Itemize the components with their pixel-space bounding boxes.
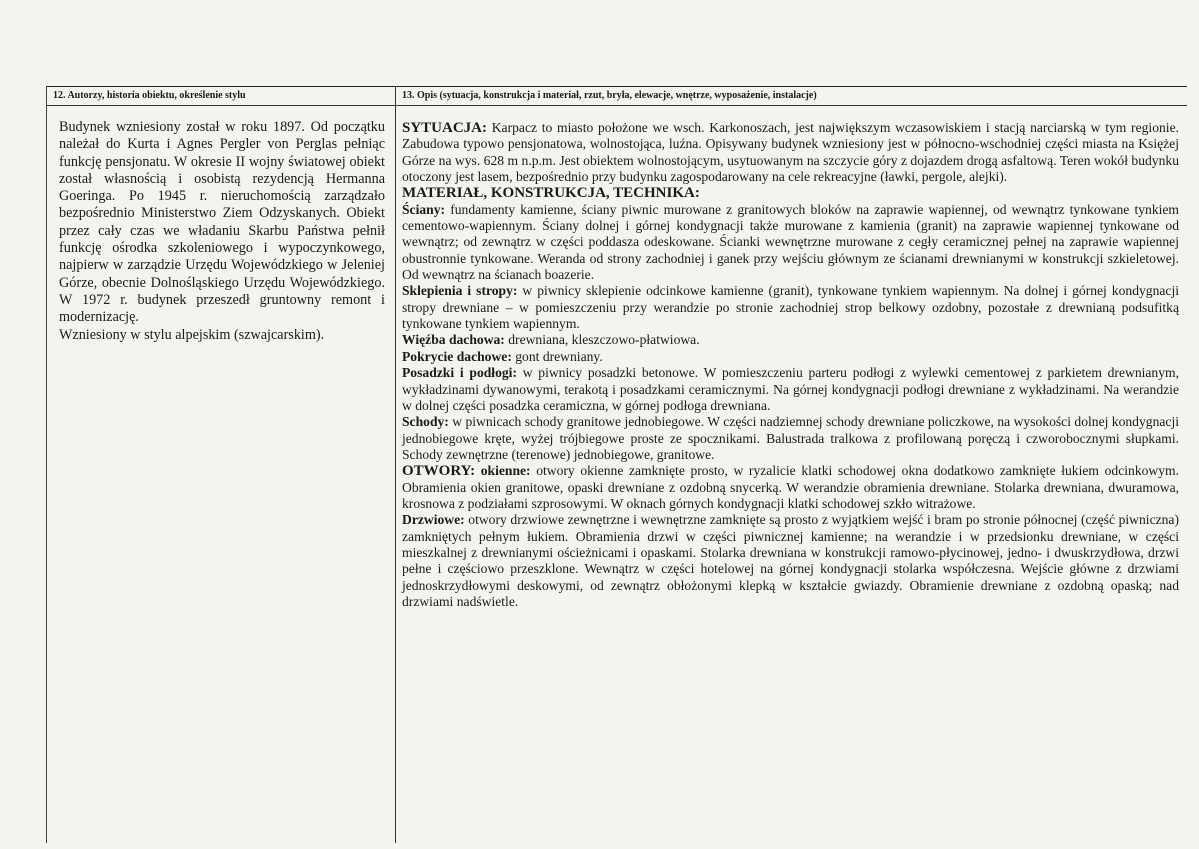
- roof-text: gont drewniany.: [511, 348, 603, 364]
- situation-paragraph: [402, 120, 1179, 185]
- roof-paragraph: [402, 349, 1179, 365]
- form-table: [46, 86, 1187, 843]
- vaults-paragraph: [402, 283, 1179, 332]
- windows-label: okienne:: [475, 463, 531, 479]
- roof-label: Pokrycie dachowe:: [402, 348, 512, 364]
- vaults-label: Sklepienia i stropy:: [402, 283, 518, 299]
- floors-text: w piwnicy posadzki betonowe. W pomieszczeniu parteru podłogi z wylewki cementowej z parkietem drewnianym, wykładzinami dywanowymi, terakotą i posadzkami ceramicznymi. Na górnej kondygnacji podłogi drewniane z wykładzinami. Na werandzie w dolnej części posadzka ceramiczna, w górnej podłoga drewniana.: [402, 365, 1179, 413]
- description-column: [396, 87, 1187, 843]
- situation-text: Karpacz to miasto położone we wsch. Karkonoszach, jest największym wczasowiskiem i stacją narciarską w tym regionie. Zabudowa typowo pensjonatowa, wolnostojąca, luźna. Opisywany budynek wzniesiony jest w północno-wschodniej części miasta na Księżej Górze na wys. 628 m n.p.m. Jest obiektem wolnostojącym, usytuowanym na szczycie góry z dojazdem drogą asfaltową. Teren wokół budynku otoczony jest lasem, bezpośrednio przy budynku zagospodarowany na cele rekreacyjne (ławki, pergole, alejki).: [402, 120, 1179, 185]
- stairs-text: w piwnicach schody granitowe jednobiegowe. W części nadziemnej schody drewniane policzkowe, na wysokości dolnej kondygnacji jednobiegowe kręte, wyżej trójbiegowe proste ze spocznikami. Balustrada tralkowa z profilowaną poręczą i czworobocznymi słupkami. Schody zewnętrzne (terenowe) jednobiegowe, granitowe.: [402, 414, 1179, 462]
- doors-paragraph: [402, 512, 1179, 610]
- windows-text: otwory okienne zamknięte prosto, w ryzalicie klatki schodowej okna dodatkowo zamknięte łukiem odcinkowym. Obramienia okien granitowe, opaski drewniane z ozdobną snycerką. W werandzie obramienia drewniane. Stolarka drewniana, dwuramowa, krosnowa z podziałami szprosowymi. W oknach górnych kondygnacji klatki schodowej szkło witrażowe.: [402, 463, 1179, 511]
- floors-label: Posadzki i podłogi:: [402, 365, 517, 381]
- walls-text: fundamenty kamienne, ściany piwnic murowane z granitowych bloków na zaprawie wapiennej, od wewnątrz tynkowane tynkiem cementowo-wapiennym. Ściany dolnej i górnej kondygnacji także murowane z kamienia (granit) na zaprawie wapiennej tynkowane od wewnątrz; od zewnątrz w części poddasza odeskowane. Ścianki wewnętrzne murowane z cegły ceramicznej pełnej na zaprawie wapiennej obustronnie tynkowane. Weranda od strony zachodniej i ganek przy wejściu głównym ze ścianami drewnianymi w konstrukcji szkieletowej. Od wewnątrz na ścianach boazerie.: [402, 201, 1179, 283]
- walls-label: Ściany:: [402, 201, 446, 217]
- truss-paragraph: [402, 332, 1179, 348]
- floors-paragraph: [402, 365, 1179, 414]
- truss-text: drewniana, kleszczowo-płatwiowa.: [504, 332, 700, 348]
- doors-label: Drzwiowe:: [402, 512, 465, 528]
- history-column: [47, 87, 396, 843]
- openings-paragraph: [402, 463, 1179, 512]
- history-header: 12. Autorzy, historia obiektu, określenie stylu: [47, 87, 395, 106]
- history-paragraph: Budynek wzniesiony został w roku 1897. Od początku należał do Kurta i Agnes Pergler von Perglas pełniąc funkcję pensjonatu. W okresie II wojny światowej obiekt został własnością i osobistą rezydencją Hermanna Goeringa. Po 1945 r. nieruchomością zarządzało bezpośrednio Ministerstwo Ziem Odzyskanych. Obiekt przez cały czas we władaniu Skarbu Państwa pełnił funkcję ośrodka szkoleniowego i wypoczynkowego, najpierw w zarządzie Urzędu Wojewódzkiego w Jeleniej Górze, obecnie Dolnośląskiego Urzędu Wojewódzkiego. W 1972 r. budynek przeszedł gruntowny remont i modernizację.: [59, 119, 385, 326]
- material-heading: [402, 185, 1179, 201]
- description-header: 13. Opis (sytuacja, konstrukcja i materiał, rzut, bryła, elewacje, wnętrze, wyposażenie, instalacje): [396, 87, 1187, 106]
- description-body: [396, 106, 1187, 610]
- doors-text: otwory drzwiowe zewnętrzne i wewnętrzne zamknięte są prosto z wyjątkiem wejść i bram po stronie północnej (część piwniczna) zamkniętych pełnym łukiem. Obramienia drzwi w części piwnicznej kamienne; na werandzie i w przedsionku drewniane, w części mieszkalnej z drewnianymi ościeżnicami i opaskami. Stolarka drewniana w konstrukcji ramowo-płycinowej, jedno- i dwuskrzydłowa, drzwi pełne i częściowo przeszklone. Wewnątrz w części hotelowej na górnej kondygnacji stolarka współczesna. Wejście główne z drzwiami jednoskrzydłowymi deskowymi, od zewnątrz obłożonymi klepką w kształcie gwiazdy. Obramienie drewniane z ozdobną opaską; nad drzwiami nadświetle.: [402, 512, 1179, 609]
- stairs-paragraph: [402, 414, 1179, 463]
- walls-paragraph: [402, 202, 1179, 284]
- material-heading-text: MATERIAŁ, KONSTRUKCJA, TECHNIKA:: [402, 185, 700, 202]
- situation-label: SYTUACJA:: [402, 120, 488, 136]
- history-body: [47, 106, 395, 344]
- truss-label: Więźba dachowa:: [402, 332, 505, 348]
- style-paragraph: Wzniesiony w stylu alpejskim (szwajcarskim).: [59, 326, 325, 343]
- stairs-label: Schody:: [402, 414, 449, 430]
- openings-label: OTWORY:: [402, 463, 476, 480]
- vaults-text: w piwnicy sklepienie odcinkowe kamienne (granit), tynkowane tynkiem wapiennym. Na dolnej i górnej kondygnacji stropy drewniane – w pomieszczeniu przy werandzie po stronie zachodniej strop belkowy ozdobny, pozostałe z drewnianą podsufitką tynkowane tynkiem wapiennym.: [402, 283, 1180, 332]
